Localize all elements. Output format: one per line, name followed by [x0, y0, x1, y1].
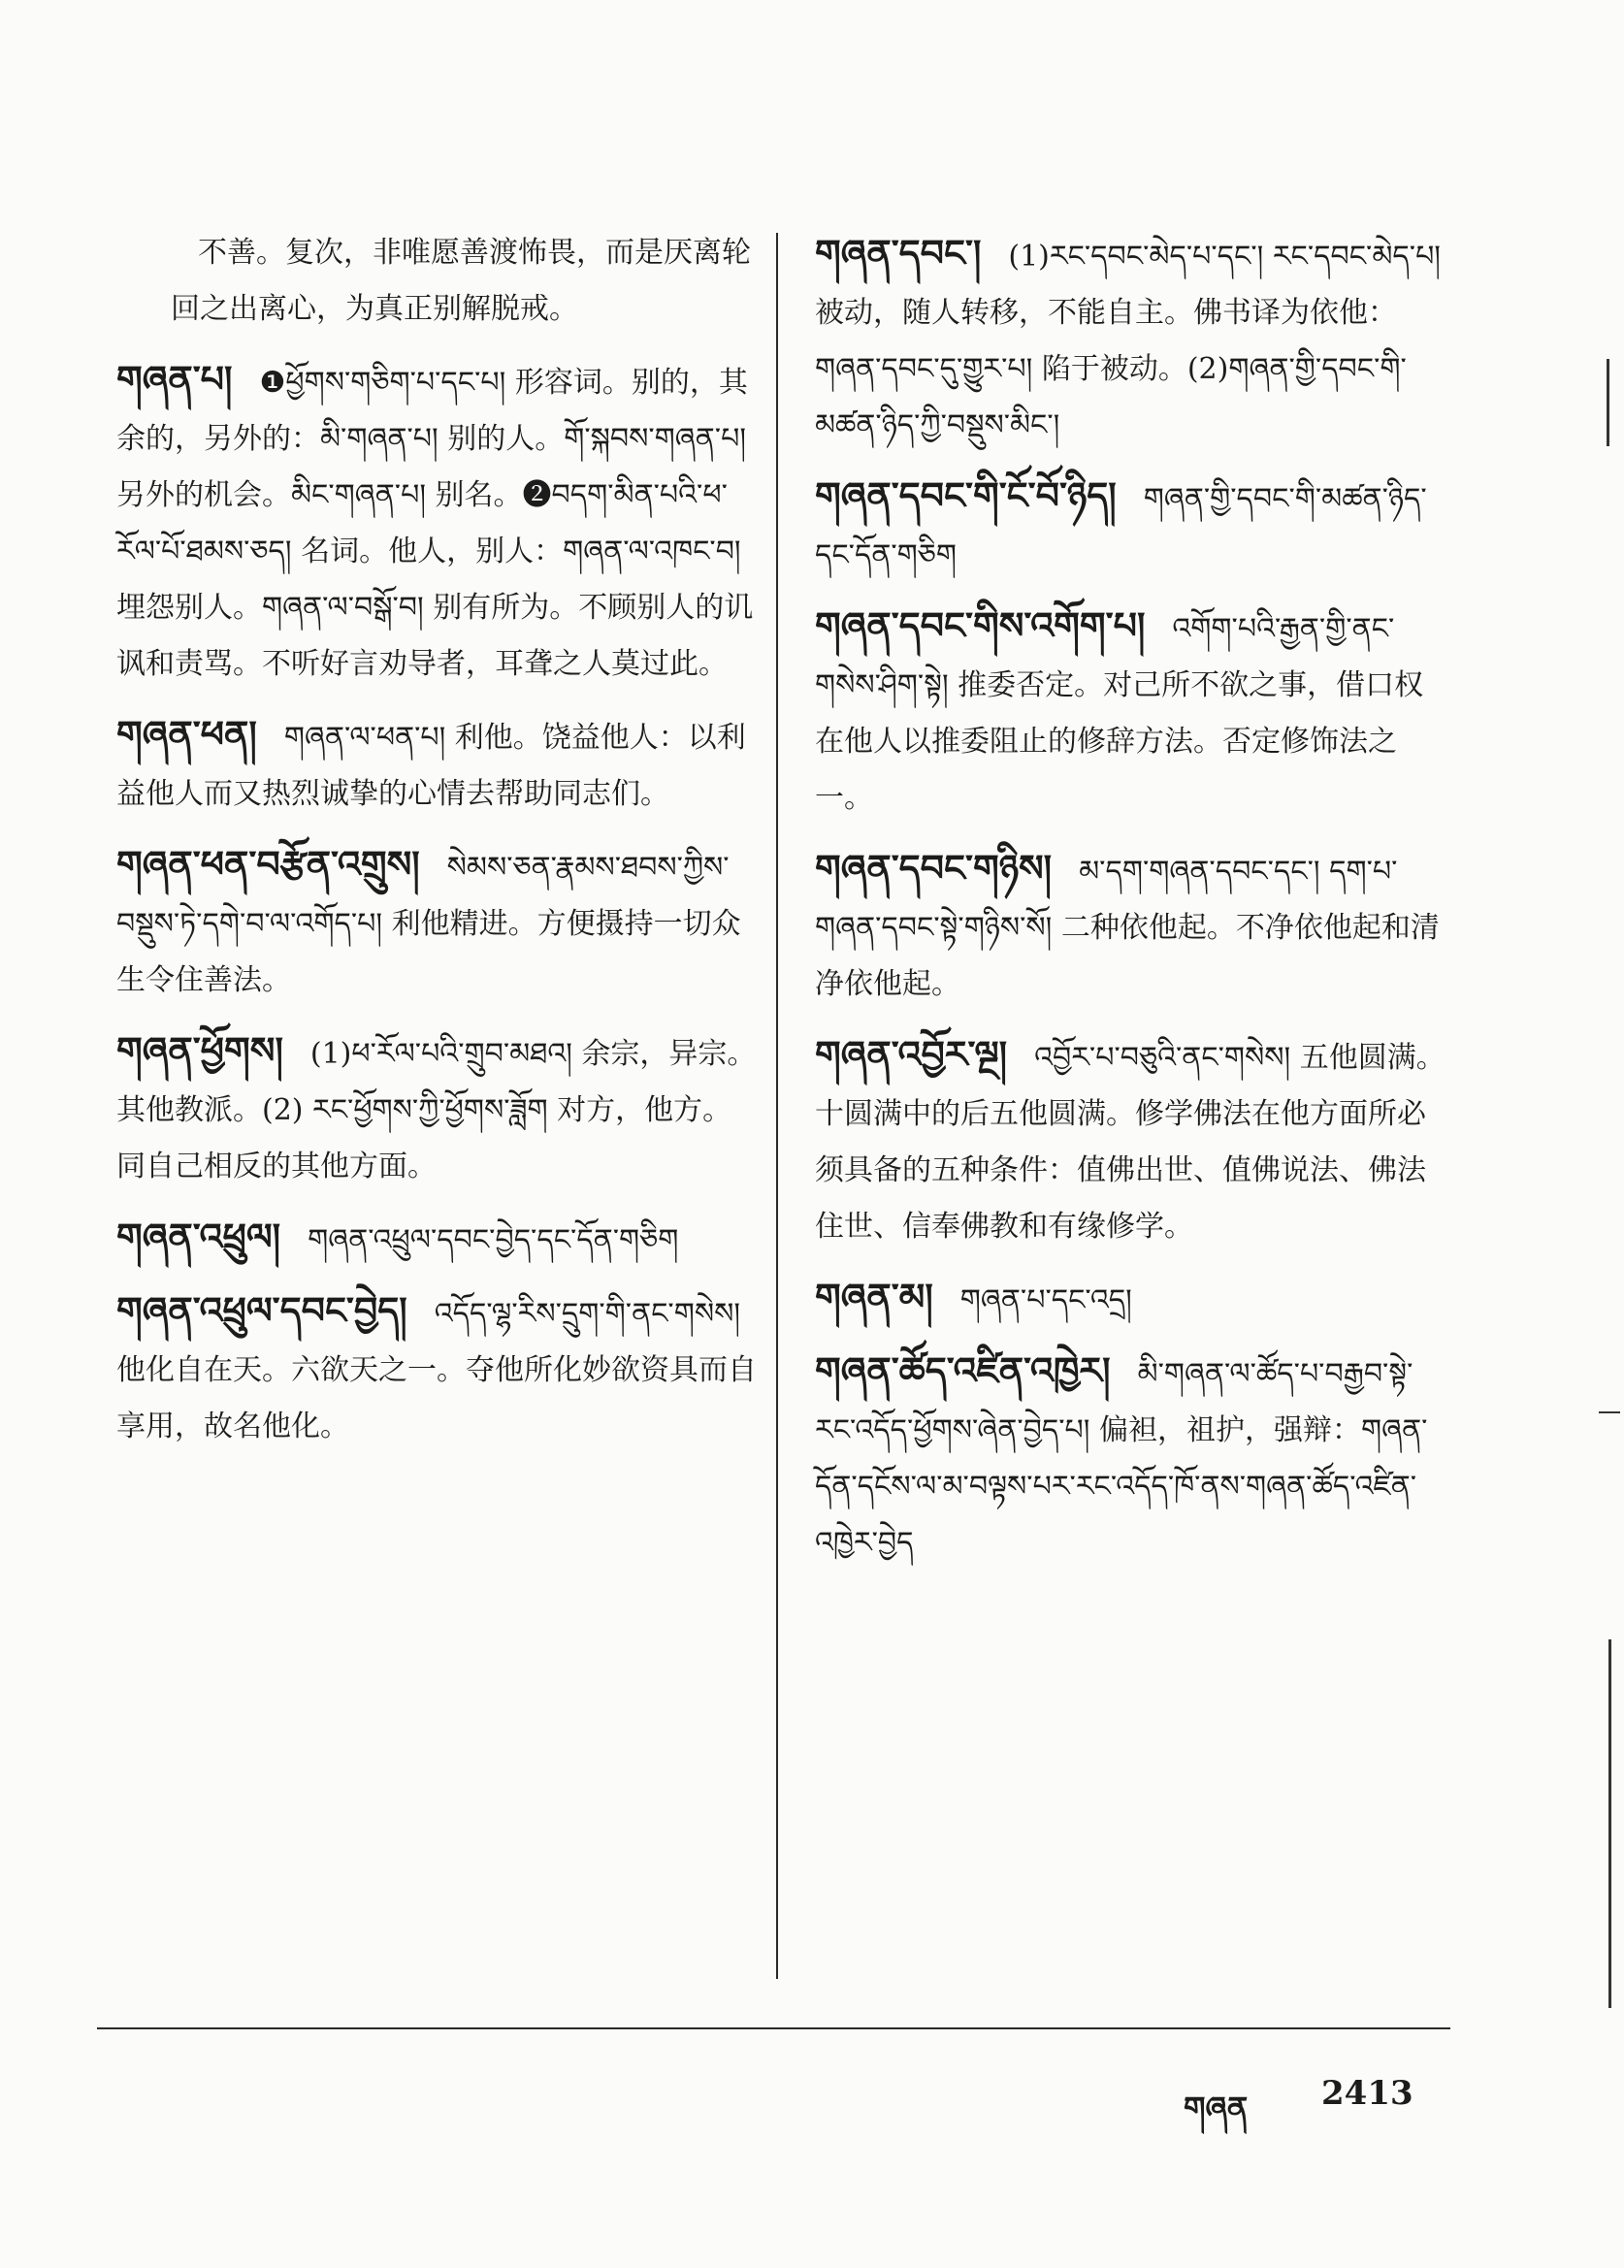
dict-entry	[815, 598, 1445, 826]
page-number: 2413	[1321, 2074, 1413, 2113]
dict-entry	[815, 1343, 1445, 1571]
running-head: གཞན	[1184, 2090, 1249, 2126]
dict-entry	[116, 1209, 757, 1269]
scan-edge-mark	[1607, 359, 1609, 446]
entry-headword: གཞན་ཕན།	[116, 712, 257, 756]
entry-definition: གཞན་གྱི་དབང་གི་མཚན་ཉིད་དང་དོན་གཅིག	[815, 482, 1427, 572]
entry-definition: ❶ཕྱོགས་གཅིག་པ་དང་པ། 形容词。别的，其余的，另外的：མི་གཞན་པ། 别的人。གོ་སྐབས་གཞན་པ། 另外的机会。མིང་གཞན་པ། 别名。❷བདག་མིན་པའི་ཕ་རོལ་པོ་ཐམས་ཅད། 名词。他人，别人：གཞན་ལ་འཁང་བ། 埋怨别人。གཞན་ལ་བསྒོ་བ། 别有所为。不顾别人的讥讽和责骂。不听好言劝导者，耳聋之人莫过此。	[116, 366, 754, 681]
dict-entry	[815, 468, 1445, 584]
dict-entry	[116, 351, 757, 693]
entry-headword: གཞན་ཕན་བརྩོན་འགྲུས།	[116, 842, 420, 886]
entry-headword: གཞན་དབང་།	[815, 231, 982, 275]
entry-headword: གཞན་འབྱོར་ལྔ།	[815, 1032, 1008, 1076]
dict-entry	[116, 1022, 757, 1195]
entry-definition: སེམས་ཅན་རྣམས་ཐབས་ཀྱིས་བསྡུས་ཏེ་དགེ་བ་ལ་འགོད་པ། 利他精进。方便摄持一切众生令住善法。	[116, 851, 741, 997]
dict-entry	[116, 706, 757, 823]
dict-entry	[815, 225, 1445, 454]
entry-definition: འགོག་པའི་རྒྱན་གྱི་ནང་གསེས་ཤིག་སྟེ། 推委否定。对己所不欲之事，借口权在他人以推委阻止的修辞方法。否定修饰法之一。	[815, 612, 1424, 815]
entry-headword: གཞན་མ།	[815, 1275, 933, 1318]
scan-edge-mark	[1608, 1639, 1611, 2008]
entry-headword: གཞན་པ།	[116, 357, 233, 401]
right-column	[815, 225, 1445, 1585]
entry-definition: འདོད་ལྷ་རིས་དྲུག་གི་ནང་གསེས། 他化自在天。六欲天之一。夺他所化妙欲资具而自享用，故名他化。	[116, 1297, 757, 1443]
entry-definition: (1)རང་དབང་མེད་པ་དང་། རང་དབང་མེད་པ། 被动，随人转移，不能自主。佛书译为依他：གཞན་དབང་དུ་གྱུར་པ། 陷于被动。(2)གཞན་གྱི་དབང་གི་མཚན་ཉིད་ཀྱི་བསྡུས་མིང་།	[815, 240, 1441, 442]
entry-definition: མི་གཞན་ལ་ཚོད་པ་བརྒྱབ་སྟེ་རང་འདོད་ཕྱོགས་ཞེན་བྱེད་པ། 偏袒，祖护，强辩：གཞན་དོན་དངོས་ལ་མ་བལྟས་པར་རང་འདོད་ཁོ་ནས་གཞན་ཚོད་འཛིན་འཁྱེར་བྱེད	[815, 1357, 1428, 1560]
entry-definition: (1)ཕ་རོལ་པའི་གྲུབ་མཐའ། 余宗，异宗。其他教派。(2) རང་ཕྱོགས་ཀྱི་ཕྱོགས་ཟློག 对方，他方。同自己相反的其他方面。	[116, 1037, 757, 1183]
dict-entry	[116, 1282, 757, 1455]
entry-definition: གཞན་པ་དང་འདྲ།	[959, 1283, 1132, 1317]
entry-headword: གཞན་ཚོད་འཛིན་འཁྱེར།	[815, 1348, 1111, 1392]
dict-entry	[116, 836, 757, 1009]
entry-headword: གཞན་འཕྲུལ།	[116, 1215, 281, 1258]
footer-rule	[97, 2027, 1450, 2029]
dict-entry	[116, 221, 757, 338]
entry-definition: མ་དག་གཞན་དབང་དང་། དག་པ་གཞན་དབང་སྟེ་གཉིས་སོ། 二种依他起。不净依他起和清净依他起。	[815, 855, 1440, 1001]
entry-definition: གཞན་ལ་ཕན་པ། 利他。饶益他人：以利益他人而又热烈诚挚的心情去帮助同志们。	[116, 721, 746, 811]
scan-edge-mark	[1599, 1411, 1620, 1413]
dict-entry	[815, 840, 1445, 1013]
left-column	[116, 225, 757, 1469]
dict-entry	[815, 1269, 1445, 1329]
entry-headword: གཞན་འཕྲུལ་དབང་བྱེད།	[116, 1288, 407, 1332]
entry-definition: འབྱོར་པ་བཅུའི་ནང་གསེས། 五他圆满。十圆满中的后五他圆满。修学佛法在他方面所必须具备的五种条件：值佛出世、值佛说法、佛法住世、信奉佛教和有缘修学。	[815, 1041, 1445, 1244]
entry-definition: གཞན་འཕྲུལ་དབང་བྱེད་དང་དོན་གཅིག	[308, 1223, 679, 1257]
entry-headword: གཞན་དབང་གིས་འགོག་པ།	[815, 603, 1146, 647]
entry-headword: གཞན་དབང་གི་ངོ་བོ་ཉིད།	[815, 473, 1117, 517]
column-divider	[776, 233, 778, 1979]
dict-entry	[815, 1026, 1445, 1255]
entry-headword: གཞན་ཕྱོགས།	[116, 1028, 283, 1072]
entry-headword: གཞན་དབང་གཉིས།	[815, 846, 1053, 890]
entry-definition: 不善。复次，非唯愿善渡怖畏，而是厌离轮回之出离心，为真正别解脱戒。	[171, 236, 751, 326]
